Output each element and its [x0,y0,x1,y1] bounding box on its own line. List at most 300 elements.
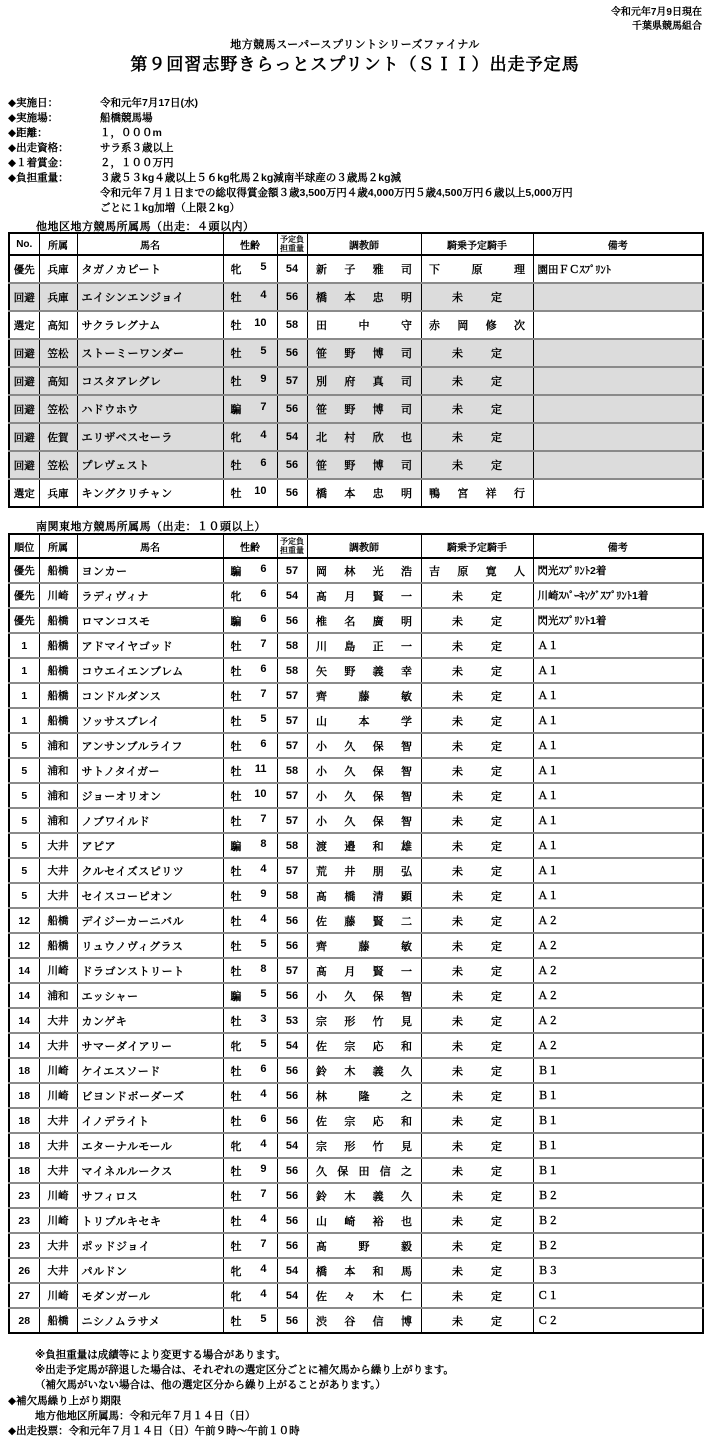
sex-value: 牝 [230,1040,242,1053]
column-header: 所属 [39,534,77,558]
corner-note [611,6,702,34]
trainer-name: 小 久 保 智 [316,990,412,1003]
affiliation-cell: 船橋 [39,1308,77,1333]
column-header: No. [9,233,39,255]
weight-cell: 56 [277,451,307,479]
age-value: 4 [260,1262,267,1275]
sex-value: 騙 [230,840,242,853]
horse-name-cell: ハドウホウ [77,395,223,423]
jockey-name: 未 定 [452,890,502,903]
weight-cell: 57 [277,367,307,395]
jockey-name: 未 定 [452,590,502,603]
entry-mark-cell: 5 [9,833,39,858]
age-value: 4 [260,289,267,301]
entry-mark-cell: 回避 [9,283,39,311]
sex-value: 牝 [230,1140,242,1153]
trainer-cell [307,1183,421,1208]
trainer-cell [307,933,421,958]
sex-value: 牡 [230,1065,242,1078]
trainer-name: 笹 野 博 司 [316,460,412,472]
affiliation-cell: 船橋 [39,633,77,658]
info-value-line: 令和元年７月１日までの総収得賞金額３歳3,500万円４歳4,000万円５歳4,500万円６歳以上5,000万円 [100,187,573,199]
trainer-cell [307,311,421,339]
remark-cell: Ｂ２ [533,1208,703,1233]
trainer-name: 小 久 保 智 [316,765,412,778]
affiliation-cell: 船橋 [39,683,77,708]
trainer-cell [307,1083,421,1108]
info-value-line: サラ系３歳以上 [100,142,174,154]
horse-name-cell: ジョーオリオン [77,783,223,808]
sex-value: 牝 [230,590,242,603]
remark-cell: Ｂ３ [533,1258,703,1283]
jockey-name: 未 定 [452,940,502,953]
sex-value: 牡 [230,690,242,703]
horse-name-cell: アンサンブルライフ [77,733,223,758]
affiliation-cell: 船橋 [39,708,77,733]
horse-name-cell: キングクリチャン [77,479,223,507]
sex-age-cell [223,1183,277,1208]
weight-cell: 54 [277,1258,307,1283]
table-row [9,908,703,933]
entry-mark-cell: 1 [9,658,39,683]
sex-age-cell [223,783,277,808]
trainer-cell [307,1233,421,1258]
jockey-cell [421,395,533,423]
horse-name-cell: サフィロス [77,1183,223,1208]
remark-cell [533,367,703,395]
table-row [9,1008,703,1033]
affiliation-cell: 船橋 [39,933,77,958]
sex-age-cell [223,339,277,367]
table-row [9,783,703,808]
jockey-cell [421,933,533,958]
column-header: 性齢 [223,534,277,558]
sex-age-cell [223,1033,277,1058]
entry-mark-cell: 23 [9,1208,39,1233]
affiliation-cell: 笠松 [39,395,77,423]
sex-value: 牡 [230,1215,242,1228]
sex-value: 騙 [230,615,242,628]
info-label: ◆距離： [8,127,48,139]
table-row [9,1233,703,1258]
horse-name-cell: クルセイズスピリツ [77,858,223,883]
jockey-name: 下 原 理 [429,264,525,276]
jockey-name: 未 定 [452,1315,502,1328]
entry-mark-cell: 優先 [9,608,39,633]
weight-cell: 57 [277,858,307,883]
trainer-cell [307,558,421,583]
horse-name-cell: モダンガール [77,1283,223,1308]
weight-cell: 56 [277,1058,307,1083]
table-row [9,658,703,683]
remark-cell: Ａ１ [533,858,703,883]
trainer-name: 髙 月 賢 一 [316,590,412,603]
trainer-cell [307,1133,421,1158]
entry-mark-cell: 選定 [9,479,39,507]
weight-cell: 58 [277,833,307,858]
weight-cell: 58 [277,633,307,658]
sex-age-cell [223,833,277,858]
remark-cell: Ｃ２ [533,1308,703,1333]
trainer-cell [307,758,421,783]
horse-name-cell: ロマンコスモ [77,608,223,633]
sex-age-cell [223,1083,277,1108]
jockey-cell [421,339,533,367]
jockey-name: 未 定 [452,740,502,753]
info-row [8,141,702,156]
remark-cell: Ａ１ [533,883,703,908]
info-row [8,156,702,171]
sex-value: 牡 [230,1165,242,1178]
info-row [8,126,702,141]
age-value: 4 [260,429,267,441]
remark-cell [533,395,703,423]
trainer-name: 齊 藤 敏 [316,940,412,953]
jockey-cell [421,1283,533,1308]
affiliation-cell: 大井 [39,1133,77,1158]
jockey-name: 未 定 [452,840,502,853]
remark-cell: Ａ１ [533,783,703,808]
column-header: 予定負担重量 [277,534,307,558]
affiliation-cell: 大井 [39,833,77,858]
jockey-name: 未 定 [452,292,502,304]
table-row [9,808,703,833]
entry-mark-cell: 5 [9,733,39,758]
age-value: 7 [260,637,267,650]
entry-mark-cell: 5 [9,758,39,783]
sex-value: 牡 [230,1190,242,1203]
age-value: 4 [260,1287,267,1300]
trainer-cell [307,683,421,708]
trainer-cell [307,1108,421,1133]
trainer-cell [307,1158,421,1183]
remark-cell: Ａ１ [533,683,703,708]
sex-value: 牡 [230,815,242,828]
affiliation-cell: 大井 [39,883,77,908]
jockey-name: 未 定 [452,404,502,416]
horse-name-cell: トリプルキセキ [77,1208,223,1233]
remark-cell: Ａ１ [533,733,703,758]
weight-cell: 56 [277,1308,307,1333]
sex-age-cell [223,608,277,633]
sex-age-cell [223,255,277,283]
remark-cell: Ａ２ [533,1033,703,1058]
affiliation-cell: 大井 [39,858,77,883]
jockey-name: 未 定 [452,1190,502,1203]
jockey-name: 鴨 宮 祥 行 [429,488,525,500]
jockey-name: 未 定 [452,1290,502,1303]
sex-age-cell [223,423,277,451]
note-line: （補欠馬がいない場合は、他の選定区分から繰り上がることがあります。） [35,1379,386,1391]
note-line: ※負担重量は成績等により変更する場合があります。 [35,1349,286,1361]
info-label: ◆出走資格： [8,142,69,154]
jockey-cell [421,708,533,733]
column-header: 予定負担重量 [277,233,307,255]
trainer-name: 小 久 保 智 [316,740,412,753]
weight-cell: 56 [277,395,307,423]
jockey-name: 未 定 [452,765,502,778]
horse-name-cell: コスタアレグレ [77,367,223,395]
sex-age-cell [223,1283,277,1308]
entry-mark-cell: 5 [9,783,39,808]
entry-mark-cell: 18 [9,1083,39,1108]
age-value: 6 [260,1062,267,1075]
trainer-name: 橋 本 忠 明 [316,488,412,500]
trainer-name: 別 府 真 司 [316,376,412,388]
trainer-name: 笹 野 博 司 [316,348,412,360]
sex-age-cell [223,633,277,658]
sex-value: 騙 [230,404,242,416]
sex-age-cell [223,733,277,758]
remark-cell: Ａ１ [533,658,703,683]
entry-mark-cell: 27 [9,1283,39,1308]
remark-cell: Ｂ２ [533,1183,703,1208]
jockey-cell [421,808,533,833]
trainer-cell [307,367,421,395]
trainer-cell [307,255,421,283]
jockey-cell [421,1158,533,1183]
jockey-cell [421,1208,533,1233]
table-row [9,583,703,608]
entry-mark-cell: 14 [9,1033,39,1058]
age-value: 5 [260,261,267,273]
table-row [9,933,703,958]
sex-value: 牝 [230,264,242,276]
affiliation-cell: 浦和 [39,758,77,783]
trainer-cell [307,1258,421,1283]
jockey-cell [421,283,533,311]
table-row [9,1058,703,1083]
jockey-name: 未 定 [452,915,502,928]
jockey-name: 未 定 [452,1240,502,1253]
affiliation-cell: 兵庫 [39,479,77,507]
horse-name-cell: サマーダイアリー [77,1033,223,1058]
entry-mark-cell: 14 [9,1008,39,1033]
trainer-cell [307,395,421,423]
horse-name-cell: リュウノヴィグラス [77,933,223,958]
jockey-cell [421,683,533,708]
sex-value: 騙 [230,565,242,578]
horse-name-cell: アピア [77,833,223,858]
trainer-cell [307,658,421,683]
trainer-cell [307,983,421,1008]
weight-cell: 56 [277,608,307,633]
jockey-cell [421,423,533,451]
table-row [9,311,703,339]
affiliation-cell: 浦和 [39,808,77,833]
table-row [9,608,703,633]
jockey-cell [421,1308,533,1333]
sex-value: 牡 [230,1240,242,1253]
jockey-name: 未 定 [452,432,502,444]
jockey-name: 未 定 [452,376,502,388]
affiliation-cell: 高知 [39,311,77,339]
footer [8,1394,300,1439]
trainer-name: 髙 野 毅 [316,1240,412,1253]
jockey-name: 未 定 [452,1040,502,1053]
affiliation-cell: 佐賀 [39,423,77,451]
horse-name-cell: パルドン [77,1258,223,1283]
info-row [8,111,702,126]
info-value-line: ごとに１kg加増（上限２kg） [100,202,241,214]
weight-cell: 57 [277,733,307,758]
trainer-name: 渡 邉 和 雄 [316,840,412,853]
column-header: 騎乗予定騎手 [421,534,533,558]
jockey-name: 未 定 [452,965,502,978]
age-value: 6 [260,457,267,469]
sex-age-cell [223,958,277,983]
horse-name-cell: ビヨンドボーダーズ [77,1083,223,1108]
entry-mark-cell: 優先 [9,583,39,608]
weight-cell: 56 [277,1233,307,1258]
weight-cell: 56 [277,1183,307,1208]
table-row [9,1283,703,1308]
sex-age-cell [223,808,277,833]
age-value: 5 [260,1037,267,1050]
jockey-name: 吉 原 寛 人 [429,565,525,578]
jockey-cell [421,311,533,339]
trainer-name: 田 中 守 [316,320,412,332]
entry-mark-cell: 18 [9,1108,39,1133]
sex-age-cell [223,1008,277,1033]
age-value: 9 [260,1162,267,1175]
entry-mark-cell: 1 [9,683,39,708]
horse-name-cell: ポッドジョイ [77,1233,223,1258]
weight-cell: 54 [277,423,307,451]
entry-mark-cell: 18 [9,1158,39,1183]
trainer-cell [307,858,421,883]
remark-cell: Ｂ１ [533,1058,703,1083]
jockey-name: 未 定 [452,1065,502,1078]
affiliation-cell: 川崎 [39,1208,77,1233]
table-row [9,683,703,708]
trainer-name: 北 村 欣 也 [316,432,412,444]
jockey-cell [421,558,533,583]
sex-value: 牡 [230,915,242,928]
jockey-cell [421,733,533,758]
horse-name-cell: ラディヴィナ [77,583,223,608]
trainer-cell [307,1283,421,1308]
horse-name-cell: ソッサスブレイ [77,708,223,733]
trainer-name: 佐 宗 応 和 [316,1040,412,1053]
trainer-name: 川 島 正 一 [316,640,412,653]
trainer-cell [307,633,421,658]
info-label: ◆実施日： [8,97,59,109]
horse-name-cell: マイネルルークス [77,1158,223,1183]
affiliation-cell: 川崎 [39,1083,77,1108]
age-value: 5 [260,1312,267,1325]
affiliation-cell: 川崎 [39,1283,77,1308]
affiliation-cell: 船橋 [39,908,77,933]
sex-age-cell [223,395,277,423]
remark-cell: 川崎ｽﾊﾟｰｷﾝｸﾞｽﾌﾟﾘﾝﾄ1着 [533,583,703,608]
remark-cell: 閃光ｽﾌﾟﾘﾝﾄ1着 [533,608,703,633]
jockey-cell [421,833,533,858]
table-row [9,339,703,367]
remark-cell: Ａ２ [533,958,703,983]
affiliation-cell: 浦和 [39,733,77,758]
age-value: 4 [260,1212,267,1225]
sex-value: 牡 [230,790,242,803]
weight-cell: 57 [277,958,307,983]
remark-cell: 閃光ｽﾌﾟﾘﾝﾄ2着 [533,558,703,583]
sex-age-cell [223,479,277,507]
jockey-name: 未 定 [452,815,502,828]
trainer-cell [307,451,421,479]
sex-value: 牡 [230,640,242,653]
affiliation-cell: 川崎 [39,1058,77,1083]
sex-value: 牡 [230,865,242,878]
remark-cell: Ｂ２ [533,1233,703,1258]
table-row [9,1208,703,1233]
affiliation-cell: 川崎 [39,583,77,608]
column-header: 調教師 [307,534,421,558]
remark-cell [533,283,703,311]
remark-cell: Ａ２ [533,983,703,1008]
series-title: 地方競馬スーパースプリントシリーズファイナル [230,39,480,51]
remark-cell: Ａ２ [533,908,703,933]
table-row [9,479,703,507]
sex-value: 牝 [230,1265,242,1278]
trainer-cell [307,958,421,983]
jockey-cell [421,1033,533,1058]
info-row [8,171,702,216]
sex-age-cell [223,858,277,883]
horse-name-cell: エッシャー [77,983,223,1008]
sex-age-cell [223,933,277,958]
jockey-cell [421,958,533,983]
trainer-cell [307,708,421,733]
horse-name-cell: エリザベスセーラ [77,423,223,451]
entry-mark-cell: 23 [9,1233,39,1258]
trainer-cell [307,283,421,311]
trainer-cell [307,608,421,633]
column-header: 備考 [533,534,703,558]
table-row [9,395,703,423]
sex-age-cell [223,558,277,583]
weight-cell: 56 [277,339,307,367]
remark-cell: Ａ１ [533,808,703,833]
sex-age-cell [223,908,277,933]
trainer-name: 新 子 雅 司 [316,264,412,276]
trainer-name: 椎 名 廣 明 [316,615,412,628]
jockey-name: 未 定 [452,1115,502,1128]
sex-age-cell [223,1058,277,1083]
table-row [9,858,703,883]
column-header: 騎乗予定騎手 [421,233,533,255]
sex-value: 牝 [230,1290,242,1303]
trainer-cell [307,908,421,933]
jockey-cell [421,1233,533,1258]
jockey-name: 赤 岡 修 次 [429,320,525,332]
sex-age-cell [223,1158,277,1183]
table-row [9,708,703,733]
table-row [9,1158,703,1183]
horse-name-cell: セイスコーピオン [77,883,223,908]
weight-cell: 58 [277,658,307,683]
sex-value: 牡 [230,890,242,903]
jockey-cell [421,983,533,1008]
age-value: 4 [260,912,267,925]
table-row [9,1108,703,1133]
jockey-cell [421,608,533,633]
trainer-cell [307,808,421,833]
sex-age-cell [223,983,277,1008]
horse-name-cell: タガノカピート [77,255,223,283]
weight-cell: 54 [277,1033,307,1058]
remark-cell [533,311,703,339]
jockey-name: 未 定 [452,460,502,472]
